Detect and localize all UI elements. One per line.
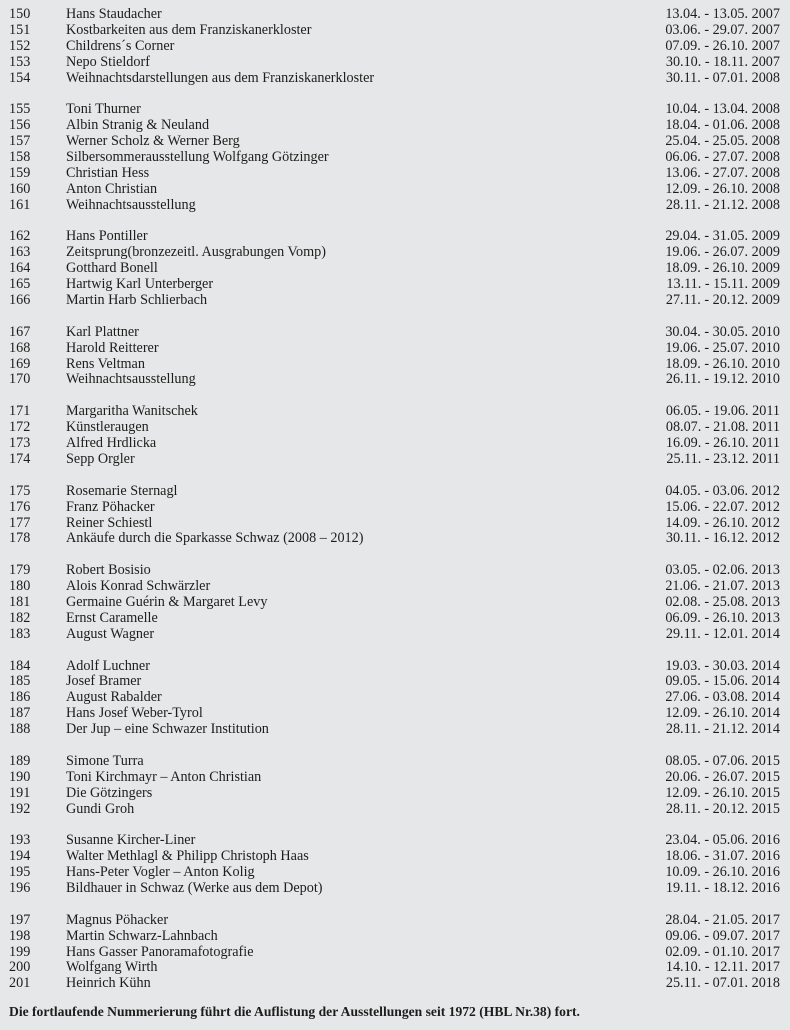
exhibition-date-range: 18.06. - 31.07. 2016 (665, 848, 780, 865)
exhibition-row (0, 404, 790, 420)
exhibition-title: Hans-Peter Vogler – Anton Kolig (66, 864, 255, 881)
exhibition-row (0, 865, 790, 881)
exhibition-row (0, 802, 790, 818)
exhibition-date-range: 18.09. - 26.10. 2010 (665, 355, 780, 372)
exhibition-number: 169 (9, 355, 31, 372)
exhibition-number: 165 (9, 276, 31, 293)
exhibition-row (0, 849, 790, 865)
exhibition-number: 150 (9, 6, 31, 22)
exhibition-row (0, 166, 790, 182)
exhibition-number: 172 (9, 419, 31, 436)
exhibition-row (0, 960, 790, 976)
exhibition-row (0, 436, 790, 452)
exhibition-group (0, 833, 790, 897)
exhibition-date-range: 18.04. - 01.06. 2008 (665, 117, 780, 134)
exhibition-date-range: 09.05. - 15.06. 2014 (665, 673, 780, 690)
exhibition-row (0, 118, 790, 134)
exhibition-row (0, 261, 790, 277)
exhibition-title: Gotthard Bonell (66, 260, 158, 277)
exhibition-number: 158 (9, 149, 31, 166)
exhibition-number: 187 (9, 705, 31, 722)
exhibition-row (0, 531, 790, 547)
exhibition-title: Sepp Orgler (66, 450, 135, 467)
exhibition-row (0, 420, 790, 436)
exhibition-date-range: 27.06. - 03.08. 2014 (665, 689, 780, 706)
exhibition-list (0, 7, 790, 1008)
exhibition-number: 186 (9, 689, 31, 706)
exhibition-title: August Wagner (66, 625, 155, 642)
exhibition-title: Martin Harb Schlierbach (66, 292, 208, 309)
exhibition-date-range: 12.09. - 26.10. 2014 (665, 705, 780, 722)
exhibition-row (0, 150, 790, 166)
exhibition-title: Der Jup – eine Schwazer Institution (66, 721, 269, 738)
exhibition-number: 196 (9, 879, 31, 896)
exhibition-row (0, 722, 790, 738)
exhibition-group (0, 325, 790, 389)
exhibition-number: 176 (9, 498, 31, 515)
exhibition-number: 191 (9, 784, 31, 801)
exhibition-title: Adolf Luchner (66, 657, 150, 674)
exhibition-title: Zeitsprung(bronzezeitl. Ausgrabungen Vomp) (66, 244, 326, 261)
exhibition-title: Susanne Kircher-Liner (66, 832, 196, 849)
exhibition-title: Hans Gasser Panoramafotografie (66, 943, 254, 960)
exhibition-date-range: 13.06. - 27.07. 2008 (665, 164, 780, 181)
exhibition-title: Wolfgang Wirth (66, 959, 158, 976)
exhibition-number: 192 (9, 800, 31, 817)
exhibition-date-range: 06.05. - 19.06. 2011 (665, 403, 780, 420)
exhibition-title: Magnus Pöhacker (66, 911, 169, 928)
exhibition-number: 201 (9, 975, 31, 992)
exhibition-title: Germaine Guérin & Margaret Levy (66, 593, 268, 610)
exhibition-date-range: 10.09. - 26.10. 2016 (665, 864, 780, 881)
exhibition-number: 184 (9, 657, 31, 674)
exhibition-date-range: 10.04. - 13.04. 2008 (665, 101, 780, 118)
exhibition-title: Rosemarie Sternagl (66, 482, 178, 499)
exhibition-row (0, 754, 790, 770)
exhibition-title: Hans Pontiller (66, 228, 148, 245)
exhibition-number: 160 (9, 180, 31, 197)
exhibition-title: Ernst Caramelle (66, 609, 158, 626)
exhibition-row (0, 55, 790, 71)
exhibition-date-range: 23.04. - 05.06. 2016 (665, 832, 780, 849)
exhibition-row (0, 372, 790, 388)
exhibition-date-range: 14.09. - 26.10. 2012 (665, 514, 780, 531)
exhibition-number: 154 (9, 69, 31, 86)
exhibition-date-range: 29.11. - 12.01. 2014 (665, 625, 780, 642)
exhibition-title: Die Götzingers (66, 784, 153, 801)
exhibition-number: 161 (9, 196, 31, 213)
exhibition-date-range: 28.11. - 21.12. 2014 (665, 721, 780, 738)
exhibition-number: 183 (9, 625, 31, 642)
exhibition-row (0, 341, 790, 357)
exhibition-date-range: 30.11. - 16.12. 2012 (665, 530, 780, 547)
exhibition-date-range: 02.09. - 01.10. 2017 (665, 943, 780, 960)
exhibition-number: 163 (9, 244, 31, 261)
exhibition-date-range: 19.06. - 26.07. 2009 (665, 244, 780, 261)
exhibition-number: 175 (9, 482, 31, 499)
exhibition-number: 195 (9, 864, 31, 881)
exhibition-number: 179 (9, 562, 31, 579)
exhibition-number: 190 (9, 768, 31, 785)
exhibition-title: Anton Christian (66, 180, 158, 197)
exhibition-title: Weihnachtsdarstellungen aus dem Franziskanerkloster (66, 69, 375, 86)
exhibition-date-range: 09.06. - 09.07. 2017 (665, 927, 780, 944)
exhibition-title: Josef Bramer (66, 673, 142, 690)
exhibition-row (0, 611, 790, 627)
exhibition-row (0, 7, 790, 23)
exhibition-row (0, 516, 790, 532)
exhibition-row (0, 595, 790, 611)
exhibition-date-range: 25.04. - 25.05. 2008 (665, 133, 780, 150)
exhibition-row (0, 674, 790, 690)
exhibition-title: Harold Reitterer (66, 339, 159, 356)
exhibition-title: Alfred Hrdlicka (66, 435, 157, 452)
exhibition-group (0, 404, 790, 468)
footer-note: Die fortlaufende Nummerierung führt die Auflistung der Ausstellungen seit 1972 (HBL Nr.38) fort. (9, 1004, 580, 1019)
exhibition-date-range: 16.09. - 26.10. 2011 (665, 435, 780, 452)
exhibition-number: 200 (9, 959, 31, 976)
exhibition-title: Toni Thurner (66, 101, 141, 118)
exhibition-date-range: 08.05. - 07.06. 2015 (665, 752, 780, 769)
exhibition-date-range: 27.11. - 20.12. 2009 (665, 292, 780, 309)
exhibition-date-range: 12.09. - 26.10. 2015 (665, 784, 780, 801)
exhibition-date-range: 25.11. - 07.01. 2018 (665, 975, 780, 992)
exhibition-title: Rens Veltman (66, 355, 145, 372)
exhibition-row (0, 563, 790, 579)
exhibition-date-range: 28.11. - 20.12. 2015 (665, 800, 780, 817)
exhibition-row (0, 293, 790, 309)
exhibition-date-range: 06.09. - 26.10. 2013 (665, 609, 780, 626)
exhibition-number: 167 (9, 323, 31, 340)
exhibition-row (0, 134, 790, 150)
exhibition-date-range: 14.10. - 12.11. 2017 (665, 959, 780, 976)
exhibition-number: 182 (9, 609, 31, 626)
exhibition-title: Margaritha Wanitschek (66, 403, 198, 420)
exhibition-title: Albin Stranig & Neuland (66, 117, 210, 134)
exhibition-number: 162 (9, 228, 31, 245)
exhibition-title: Reiner Schiestl (66, 514, 153, 531)
exhibition-title: Childrens´s Corner (66, 37, 175, 54)
exhibition-number: 185 (9, 673, 31, 690)
exhibition-title: Simone Turra (66, 752, 144, 769)
exhibition-row (0, 945, 790, 961)
exhibition-title: Alois Konrad Schwärzler (66, 578, 211, 595)
exhibition-number: 197 (9, 911, 31, 928)
exhibition-group (0, 102, 790, 213)
exhibition-row (0, 325, 790, 341)
exhibition-title: Weihnachtsausstellung (66, 371, 196, 388)
exhibition-title: Ankäufe durch die Sparkasse Schwaz (2008 – 2012) (66, 530, 364, 547)
exhibition-date-range: 03.05. - 02.06. 2013 (665, 562, 780, 579)
exhibition-date-range: 28.11. - 21.12. 2008 (665, 196, 780, 213)
exhibition-date-range: 26.11. - 19.12. 2010 (665, 371, 780, 388)
exhibition-date-range: 20.06. - 26.07. 2015 (665, 768, 780, 785)
exhibition-row (0, 484, 790, 500)
exhibition-title: Franz Pöhacker (66, 498, 155, 515)
exhibition-title: Heinrich Kühn (66, 975, 151, 992)
exhibition-row (0, 579, 790, 595)
exhibition-number: 152 (9, 37, 31, 54)
exhibition-group (0, 913, 790, 992)
exhibition-group (0, 229, 790, 308)
exhibition-row (0, 659, 790, 675)
exhibition-title: Werner Scholz & Werner Berg (66, 133, 240, 150)
exhibition-date-range: 25.11. - 23.12. 2011 (666, 450, 780, 467)
exhibition-date-range: 12.09. - 26.10. 2008 (665, 180, 780, 197)
exhibition-title: Martin Schwarz-Lahnbach (66, 927, 218, 944)
exhibition-row (0, 245, 790, 261)
exhibition-row (0, 913, 790, 929)
exhibition-number: 189 (9, 752, 31, 769)
exhibition-number: 155 (9, 101, 31, 118)
exhibition-row (0, 690, 790, 706)
exhibition-row (0, 770, 790, 786)
exhibition-number: 151 (9, 21, 31, 38)
exhibition-number: 157 (9, 133, 31, 150)
exhibition-row (0, 357, 790, 373)
exhibition-number: 199 (9, 943, 31, 960)
exhibition-number: 166 (9, 292, 31, 309)
exhibition-number: 181 (9, 593, 31, 610)
exhibition-title: Robert Bosisio (66, 562, 151, 579)
exhibition-title: Kostbarkeiten aus dem Franziskanerkloster (66, 21, 312, 38)
exhibition-group (0, 754, 790, 818)
exhibition-date-range: 30.04. - 30.05. 2010 (665, 323, 780, 340)
exhibition-title: Weihnachtsausstellung (66, 196, 196, 213)
exhibition-row (0, 833, 790, 849)
exhibition-number: 177 (9, 514, 31, 531)
exhibition-row (0, 277, 790, 293)
exhibition-row (0, 627, 790, 643)
exhibition-title: August Rabalder (66, 689, 162, 706)
exhibition-date-range: 13.11. - 15.11. 2009 (666, 276, 780, 293)
exhibition-date-range: 15.06. - 22.07. 2012 (665, 498, 780, 515)
exhibition-date-range: 13.04. - 13.05. 2007 (665, 6, 780, 22)
exhibition-date-range: 07.09. - 26.10. 2007 (665, 37, 780, 54)
exhibition-date-range: 19.11. - 18.12. 2016 (665, 879, 780, 896)
exhibition-number: 194 (9, 848, 31, 865)
exhibition-date-range: 08.07. - 21.08. 2011 (665, 419, 780, 436)
exhibition-number: 198 (9, 927, 31, 944)
exhibition-title: Künstleraugen (66, 419, 149, 436)
exhibition-number: 159 (9, 164, 31, 181)
exhibition-number: 188 (9, 721, 31, 738)
exhibition-row (0, 39, 790, 55)
exhibition-date-range: 19.06. - 25.07. 2010 (665, 339, 780, 356)
exhibition-title: Karl Plattner (66, 323, 139, 340)
exhibition-number: 153 (9, 53, 31, 70)
exhibition-date-range: 28.04. - 21.05. 2017 (665, 911, 780, 928)
exhibition-row (0, 182, 790, 198)
exhibition-row (0, 976, 790, 992)
exhibition-row (0, 71, 790, 87)
exhibition-number: 178 (9, 530, 31, 547)
exhibition-date-range: 03.06. - 29.07. 2007 (665, 21, 780, 38)
exhibition-title: Gundi Groh (66, 800, 135, 817)
exhibition-row (0, 452, 790, 468)
exhibition-number: 174 (9, 450, 31, 467)
exhibition-date-range: 19.03. - 30.03. 2014 (665, 657, 780, 674)
exhibition-row (0, 198, 790, 214)
exhibition-number: 171 (9, 403, 31, 420)
exhibition-number: 164 (9, 260, 31, 277)
exhibition-number: 180 (9, 578, 31, 595)
exhibition-title: Hans Staudacher (66, 6, 162, 22)
exhibition-group (0, 7, 790, 86)
exhibition-title: Hartwig Karl Unterberger (66, 276, 214, 293)
exhibition-number: 156 (9, 117, 31, 134)
exhibition-title: Walter Methlagl & Philipp Christoph Haas (66, 848, 309, 865)
exhibition-number: 193 (9, 832, 31, 849)
exhibition-group (0, 563, 790, 642)
exhibition-number: 170 (9, 371, 31, 388)
exhibition-group (0, 659, 790, 738)
exhibition-title: Hans Josef Weber-Tyrol (66, 705, 203, 722)
exhibition-number: 168 (9, 339, 31, 356)
exhibition-row (0, 500, 790, 516)
exhibition-date-range: 06.06. - 27.07. 2008 (665, 149, 780, 166)
exhibition-date-range: 30.10. - 18.11. 2007 (665, 53, 780, 70)
exhibition-date-range: 02.08. - 25.08. 2013 (665, 593, 780, 610)
exhibition-title: Bildhauer in Schwaz (Werke aus dem Depot) (66, 879, 323, 896)
exhibition-date-range: 30.11. - 07.01. 2008 (665, 69, 780, 86)
exhibition-title: Silbersommerausstellung Wolfgang Götzinger (66, 149, 329, 166)
exhibition-group (0, 484, 790, 548)
exhibition-title: Nepo Stieldorf (66, 53, 150, 70)
exhibition-row (0, 929, 790, 945)
exhibition-row (0, 881, 790, 897)
exhibition-row (0, 229, 790, 245)
exhibition-date-range: 29.04. - 31.05. 2009 (665, 228, 780, 245)
exhibition-date-range: 04.05. - 03.06. 2012 (665, 482, 780, 499)
exhibition-row (0, 786, 790, 802)
exhibition-row (0, 706, 790, 722)
exhibition-date-range: 18.09. - 26.10. 2009 (665, 260, 780, 277)
exhibition-date-range: 21.06. - 21.07. 2013 (665, 578, 780, 595)
exhibition-row (0, 102, 790, 118)
exhibition-title: Christian Hess (66, 164, 150, 181)
exhibition-number: 173 (9, 435, 31, 452)
exhibition-title: Toni Kirchmayr – Anton Christian (66, 768, 262, 785)
exhibition-row (0, 23, 790, 39)
